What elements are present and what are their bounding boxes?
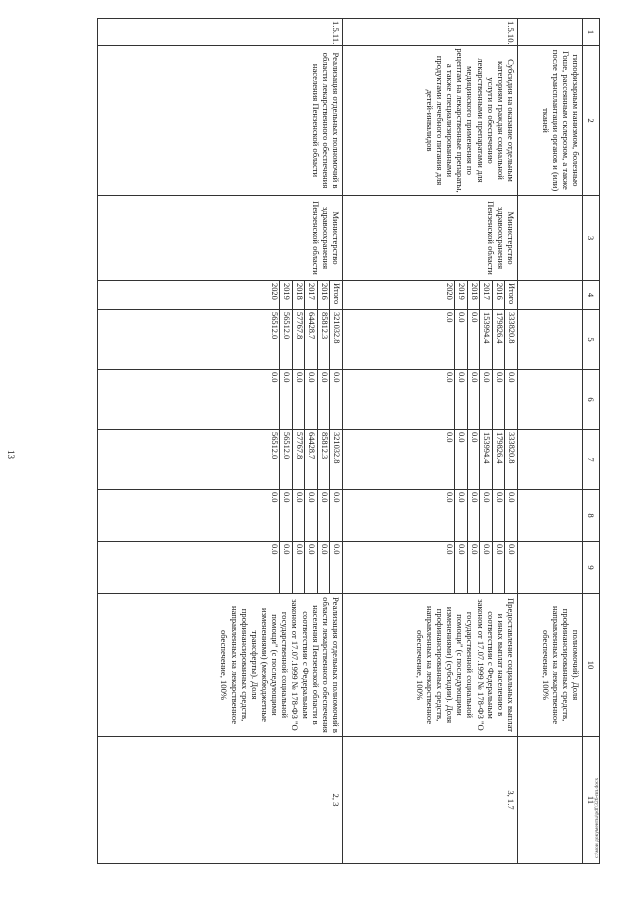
value-cell: 0.0 bbox=[455, 310, 468, 369]
value-cell: 0.0 bbox=[444, 544, 454, 555]
header-cell: 6 bbox=[583, 370, 600, 430]
value-list bbox=[98, 542, 343, 594]
year-cell: 2020 bbox=[269, 283, 279, 300]
value-cell: 0.0 bbox=[455, 490, 468, 541]
value-cell: 0.0 bbox=[444, 432, 454, 443]
value-cell: 0.0 bbox=[444, 312, 454, 323]
year-cell: 2016 bbox=[493, 281, 506, 309]
value-cell: 0.0 bbox=[444, 372, 454, 383]
row-indicator: Предоставление социальных выплат и иных выплат населению в соответствии с Федеральным законом от 17.07.1999 № 178-ФЗ "О государственной социальной помощи" (с последующими изменениями) (субсидии). Доля профинансированных средств, направленных на лекарственное обеспечение, 100% bbox=[343, 594, 518, 737]
header-cell: 7 bbox=[583, 430, 600, 490]
page-number: 13 bbox=[6, 450, 16, 459]
value-cell: 56512.0 bbox=[269, 432, 279, 460]
row-title: Субсидия на оказание отдельным категориям граждан социальной услуги по обеспечению лекарственными препаратами для медицинского применения по рецептам на лекарственные препараты, а также специализированными продуктами лечебного питания для детей-инвалидов bbox=[343, 46, 518, 196]
row-reference: 3, 1.7 bbox=[343, 737, 518, 864]
header-cell: 4 bbox=[583, 281, 600, 310]
value-cell: 0.0 bbox=[468, 310, 481, 369]
value-cell: 0.0 bbox=[468, 430, 481, 489]
year-cell: 2018 bbox=[293, 281, 306, 309]
value-cell: 57767.8 bbox=[293, 430, 306, 489]
value-cell: 321032.8 bbox=[330, 430, 342, 489]
value-list bbox=[343, 310, 518, 370]
value-cell: 85812.3 bbox=[318, 310, 331, 369]
value-cell: 0.0 bbox=[318, 490, 331, 541]
year-list bbox=[98, 281, 343, 310]
value-cell: 321032.8 bbox=[330, 310, 342, 369]
value-cell: 0.0 bbox=[280, 370, 293, 429]
value-cell: 153994.4 bbox=[480, 430, 493, 489]
value-cell: 0.0 bbox=[493, 490, 506, 541]
value-cell: 0.0 bbox=[468, 542, 481, 593]
value-cell: 0.0 bbox=[505, 370, 517, 429]
value-cell: 0.0 bbox=[468, 490, 481, 541]
value-list bbox=[98, 310, 343, 370]
program-table bbox=[97, 18, 600, 864]
footer-path: c:\мои документы\pdf\326-пп.docx bbox=[594, 777, 600, 858]
value-cell: 0.0 bbox=[493, 542, 506, 593]
value-list bbox=[343, 490, 518, 542]
year-cell: 2017 bbox=[480, 281, 493, 309]
year-cell: Итого bbox=[505, 281, 517, 309]
value-cell: 0.0 bbox=[330, 370, 342, 429]
value-cell: 0.0 bbox=[505, 542, 517, 593]
value-cell: 56512.0 bbox=[269, 312, 279, 340]
value-cell: 0.0 bbox=[293, 490, 306, 541]
value-cell: 0.0 bbox=[305, 490, 318, 541]
value-cell: 179826.4 bbox=[493, 310, 506, 369]
value-cell: 0.0 bbox=[269, 372, 279, 383]
value-list bbox=[343, 430, 518, 490]
year-cell: 2020 bbox=[444, 283, 454, 300]
year-list bbox=[343, 281, 518, 310]
header-cell: 2 bbox=[583, 46, 600, 196]
year-cell: Итого bbox=[330, 281, 342, 309]
header-cell: 9 bbox=[583, 542, 600, 594]
value-list bbox=[98, 490, 343, 542]
value-cell: 0.0 bbox=[455, 542, 468, 593]
value-cell: 333820.8 bbox=[505, 430, 517, 489]
row-number: 1.5.11. bbox=[98, 19, 343, 46]
row-title: Реализация отдельных полномочий в области лекарственного обеспечения населения Пензенской области bbox=[98, 46, 343, 196]
value-cell: 64428.7 bbox=[305, 430, 318, 489]
table-row bbox=[98, 19, 343, 864]
header-cell: 5 bbox=[583, 310, 600, 370]
value-cell: 0.0 bbox=[305, 370, 318, 429]
value-cell: 0.0 bbox=[305, 542, 318, 593]
value-cell: 64428.7 bbox=[305, 310, 318, 369]
value-cell: 0.0 bbox=[293, 370, 306, 429]
continued-indicator: полномочий). Доля профинансированных средств, направленных на лекарственное обеспечение, 100% bbox=[518, 594, 583, 737]
value-cell: 0.0 bbox=[480, 542, 493, 593]
value-cell: 0.0 bbox=[330, 490, 342, 541]
value-list bbox=[98, 430, 343, 490]
row-organization: Министерство здравоохранения Пензенской области bbox=[98, 196, 343, 281]
value-cell: 56512.0 bbox=[280, 430, 293, 489]
value-cell: 153994.4 bbox=[480, 310, 493, 369]
header-cell: 3 bbox=[583, 196, 600, 281]
header-cell: 11 bbox=[583, 737, 600, 864]
value-cell: 85812.3 bbox=[318, 430, 331, 489]
year-cell: 2019 bbox=[280, 281, 293, 309]
year-cell: 2018 bbox=[468, 281, 481, 309]
value-cell: 0.0 bbox=[269, 544, 279, 555]
row-reference: 2, 3 bbox=[98, 737, 343, 864]
value-cell: 0.0 bbox=[480, 490, 493, 541]
value-cell: 179826.4 bbox=[493, 430, 506, 489]
header-row bbox=[583, 19, 600, 864]
value-list bbox=[343, 370, 518, 430]
value-cell: 0.0 bbox=[293, 542, 306, 593]
value-cell: 0.0 bbox=[280, 490, 293, 541]
value-cell: 0.0 bbox=[318, 542, 331, 593]
value-cell: 56512.0 bbox=[280, 310, 293, 369]
value-cell: 0.0 bbox=[318, 370, 331, 429]
year-cell: 2017 bbox=[305, 281, 318, 309]
header-cell: 10 bbox=[583, 594, 600, 737]
value-list bbox=[98, 370, 343, 430]
row-organization: Министерство здравоохранения Пензенской области bbox=[343, 196, 518, 281]
continued-title: гипофизарным нанизмом, болезнью Гоше, рассеянным склерозом, а также после трансплантации органов и (или) тканей bbox=[518, 46, 583, 196]
value-cell: 0.0 bbox=[505, 490, 517, 541]
value-cell: 57767.8 bbox=[293, 310, 306, 369]
rotated-table-area bbox=[95, 18, 600, 863]
value-cell: 0.0 bbox=[455, 430, 468, 489]
header-cell: 1 bbox=[583, 19, 600, 46]
table-row bbox=[518, 19, 583, 864]
value-cell: 0.0 bbox=[444, 492, 454, 503]
value-cell: 333820.8 bbox=[505, 310, 517, 369]
value-list bbox=[343, 542, 518, 594]
table-row bbox=[343, 19, 518, 864]
row-number: 1.5.10. bbox=[343, 19, 518, 46]
value-cell: 0.0 bbox=[493, 370, 506, 429]
value-cell: 0.0 bbox=[330, 542, 342, 593]
year-cell: 2019 bbox=[455, 281, 468, 309]
value-cell: 0.0 bbox=[468, 370, 481, 429]
header-cell: 8 bbox=[583, 490, 600, 542]
row-indicator: Реализация отдельных полномочий в области лекарственного обеспечения населения Пензенской области в соответствии с Федеральным законом от 17.07.1999 № 178-ФЗ "О государственной социальной помощи" (с последующими изменениями) (межбюджетные трансферты). Доля профинансированных средств, направленных на лекарственное обеспечение, 100% bbox=[98, 594, 343, 737]
value-cell: 0.0 bbox=[280, 542, 293, 593]
value-cell: 0.0 bbox=[480, 370, 493, 429]
year-cell: 2016 bbox=[318, 281, 331, 309]
value-cell: 0.0 bbox=[455, 370, 468, 429]
value-cell: 0.0 bbox=[269, 492, 279, 503]
